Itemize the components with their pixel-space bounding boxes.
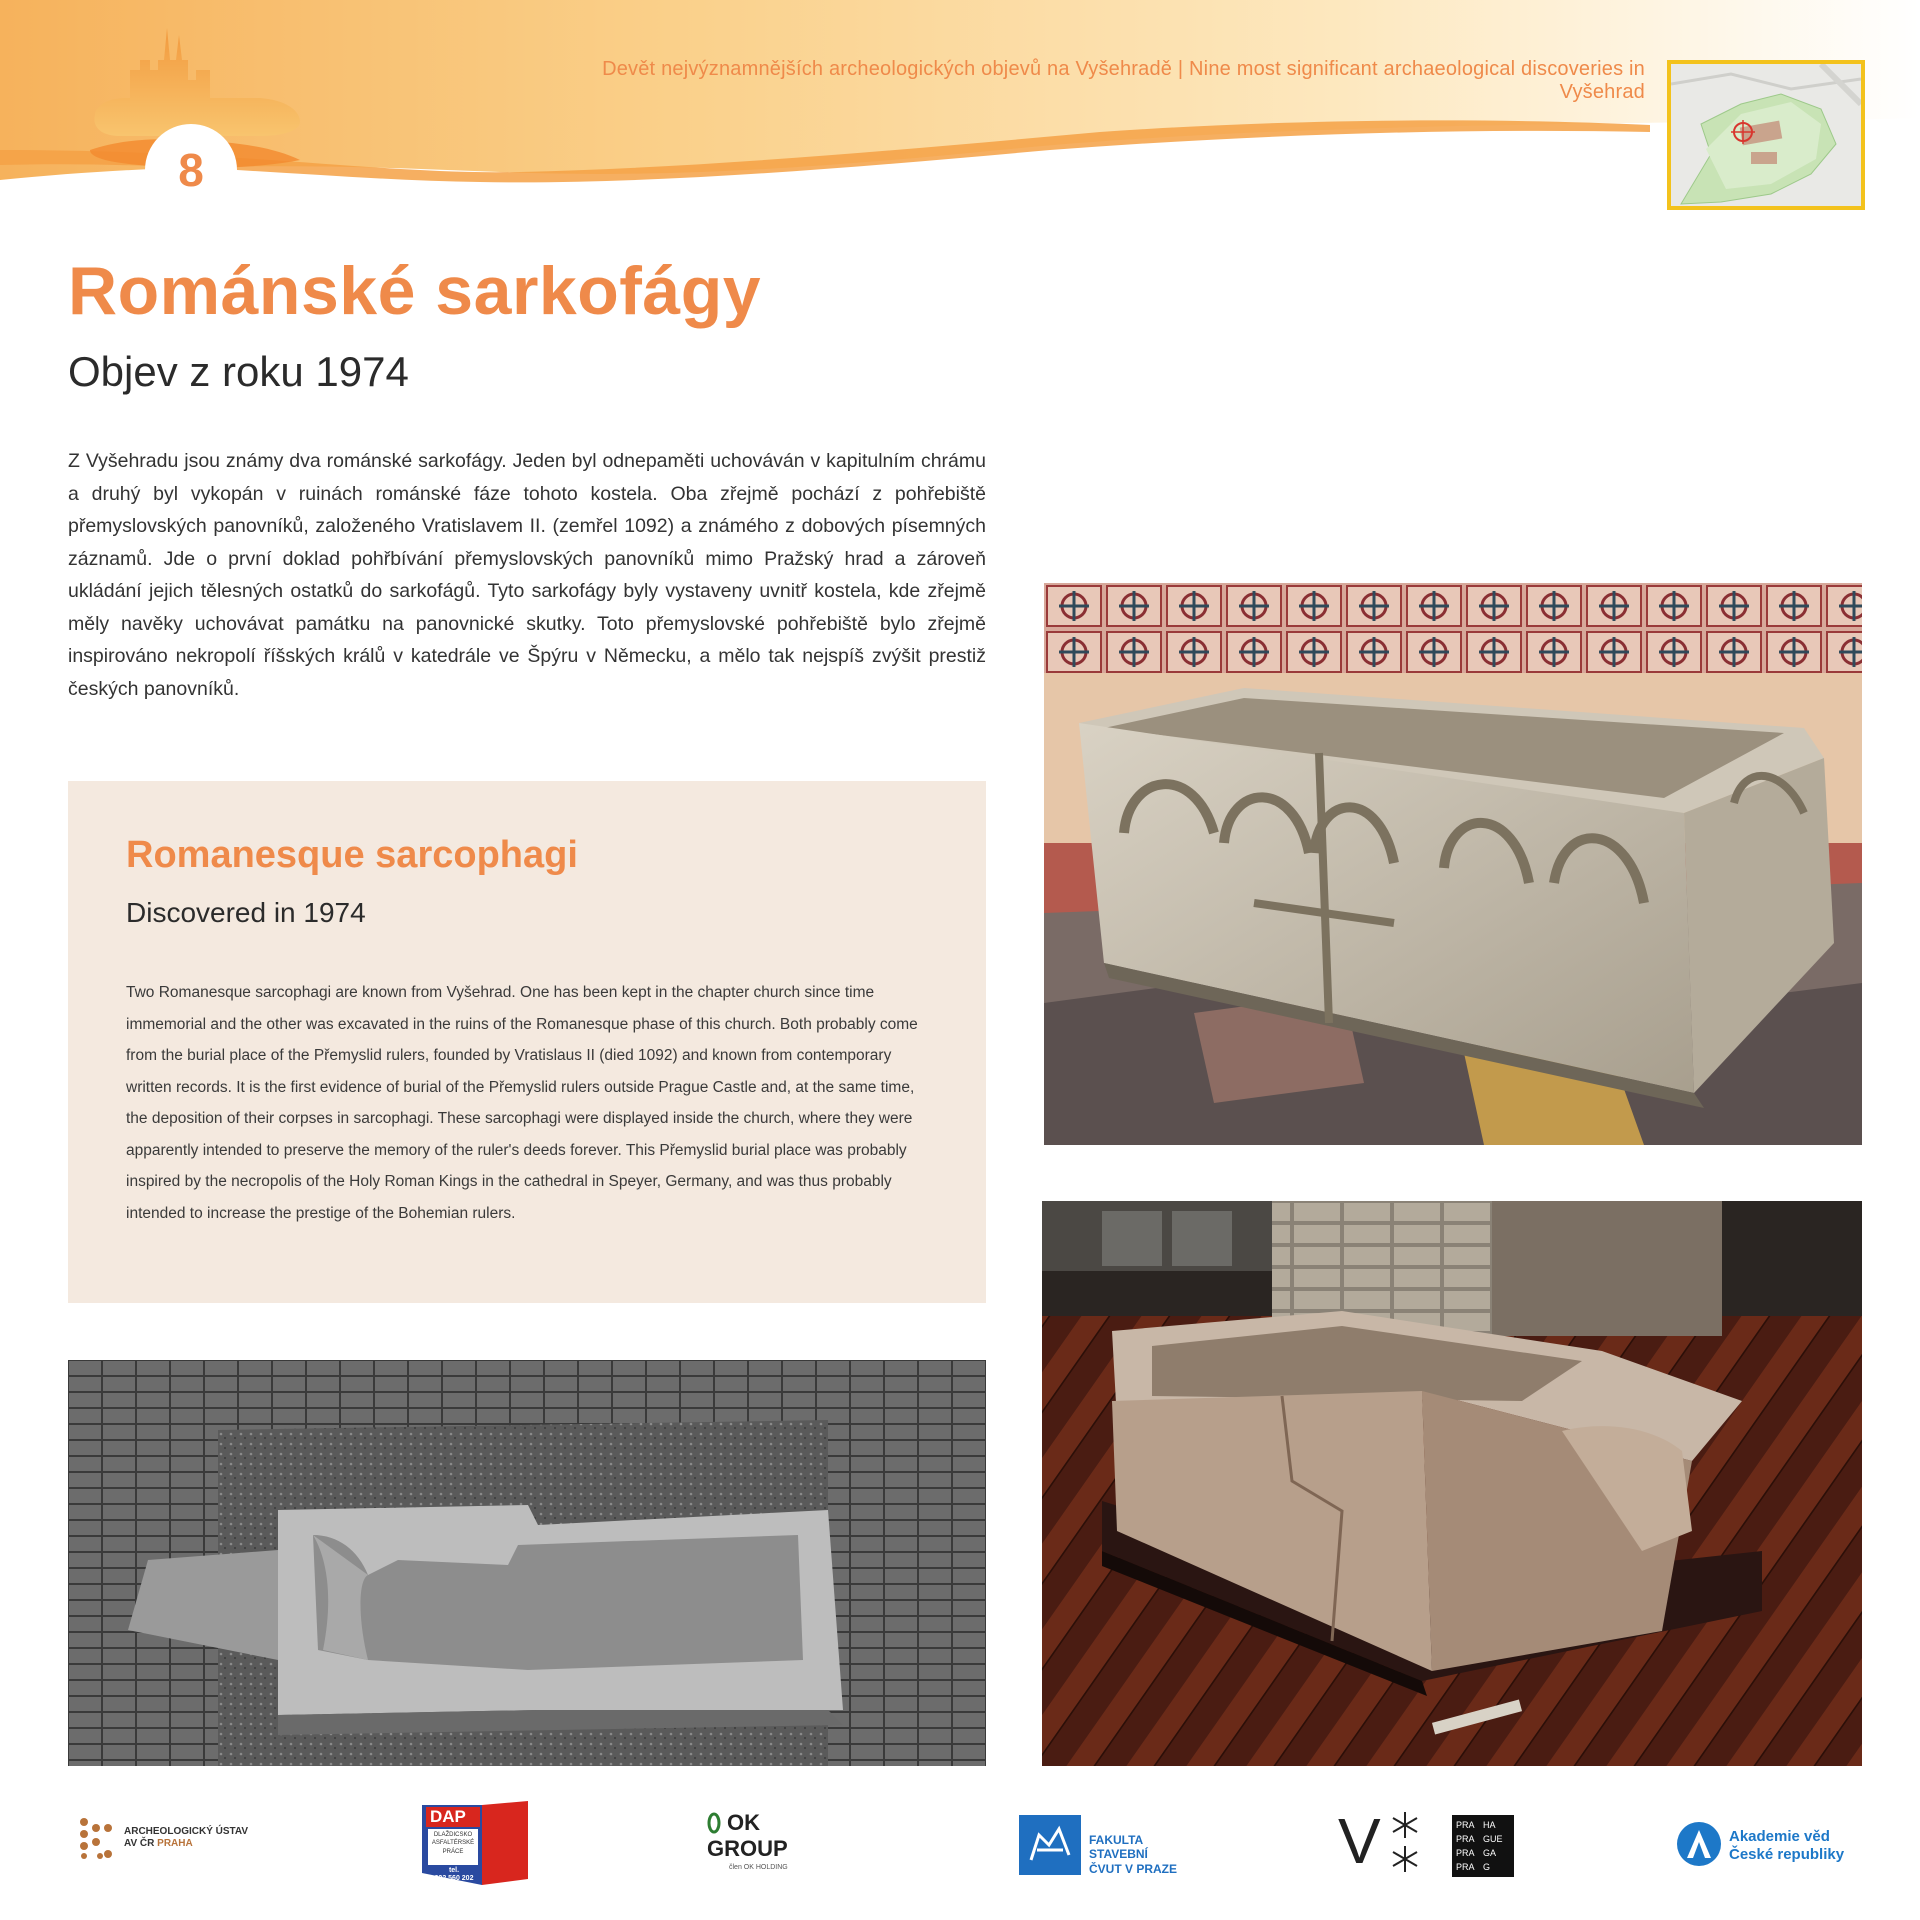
site-location-map	[1667, 60, 1865, 210]
logo-cvut-line2: STAVEBNÍ	[1089, 1847, 1148, 1862]
logo-praha-cell: PRA	[1456, 1820, 1475, 1830]
logo-praha	[1452, 1815, 1514, 1877]
page-title: Románské sarkofágy	[68, 253, 762, 329]
header-band	[0, 0, 1920, 210]
logo-vysehrad-v	[1338, 1805, 1424, 1878]
logo-praha-cell: PRA	[1456, 1834, 1475, 1844]
logo-praha-cell: PRA	[1456, 1848, 1475, 1858]
body-text-czech: Z Vyšehradu jsou známy dva románské sarkofágy. Jeden byl odnepaměti uchováván v kapitulním chrámu a druhý byl vykopán v ruinách románské fáze tohoto kostela. Oba zřejmě pochází z pohřebiště přemyslovských panovníků, založeného Vratislavem II. (zemřel 1092) a známého z dobových písemných záznamů. Jde o první doklad pohřbívání přemyslovských panovníků mimo Pražský hrad a zároveň ukládání jejich tělesných ostatků do sarkofágů. Tyto sarkofágy byly vystaveny uvnitř kostela, kde zřejmě měly navěky uchovávat památku na panovnické skutky. Toto přemyslovské pohřebiště bylo zřejmě inspirováno nekropolí říšských králů v katedrále ve Špýru v Německu, a mělo tak nejspíš zvýšit prestiž českých panovníků.	[68, 450, 986, 700]
logo-avcr-line2: České republiky	[1729, 1846, 1845, 1863]
logo-dap-sub2: ASFALTÉRSKÉ	[431, 1840, 475, 1847]
photo-displayed-sarcophagus	[1042, 1201, 1862, 1766]
logo-cvut-line3: ČVUT V PRAZE	[1089, 1861, 1178, 1876]
logo-praha-cell: PRA	[1456, 1862, 1475, 1872]
logo-arup-line1: ARCHEOLOGICKÝ ÚSTAV	[124, 1826, 249, 1837]
logo-cvut-fakulta-stavebni	[1019, 1815, 1199, 1875]
page-subtitle: Objev z roku 1974	[68, 348, 409, 395]
logo-praha-cell: G	[1483, 1862, 1491, 1872]
photo-excavation-archive	[68, 1360, 986, 1766]
logo-archeologicky-ustav	[78, 1816, 278, 1860]
logo-dap-name: DAP	[430, 1807, 466, 1826]
photo-carved-sarcophagus	[1044, 583, 1862, 1145]
logo-arup-line3: PRAHA	[157, 1838, 193, 1849]
logo-arup-line2: AV ČR	[124, 1838, 155, 1849]
logo-dap-phone: 222 560 202	[434, 1874, 474, 1882]
logo-ok-group	[707, 1810, 847, 1870]
logo-dap-sub3: PRÁCE	[442, 1848, 464, 1855]
header-series-title: Devět nejvýznamnějších archeologických objevů na Vyšehradě | Nine most significant archaeological discoveries in Vyšehrad	[602, 58, 1645, 103]
logo-ok-line2: GROUP	[707, 1836, 788, 1861]
logo-praha-cell: GA	[1483, 1848, 1497, 1858]
logo-v-letter: V	[1338, 1805, 1381, 1877]
logo-dap-phone-label: tel.	[448, 1867, 460, 1874]
number-badge: 8	[145, 124, 237, 216]
english-title: Romanesque sarcophagi	[126, 834, 578, 876]
logo-dap-sub1: DLAŽDICSKO	[433, 1832, 473, 1838]
logo-ok-line1: OK	[727, 1810, 760, 1835]
logo-dap	[420, 1799, 532, 1885]
logo-ok-line3: člen OK HOLDING	[729, 1864, 788, 1871]
logo-cvut-line1: FAKULTA	[1089, 1833, 1144, 1847]
logo-praha-cell: GUE	[1483, 1834, 1503, 1844]
logo-avcr-line1: Akademie věd	[1729, 1828, 1830, 1845]
logo-praha-cell: HA	[1483, 1820, 1496, 1830]
english-subtitle: Discovered in 1974	[126, 897, 366, 928]
logo-akademie-ved	[1675, 1820, 1865, 1872]
body-text-english: Two Romanesque sarcophagi are known from Vyšehrad. One has been kept in the chapter church since time immemorial and the other was excavated in the ruins of the Romanesque phase of this church. Both probably come from the burial place of the Přemyslid rulers, founded by Vratislaus II (died 1092) and known from contemporary written records. It is the first evidence of burial of the Přemyslid rulers outside Prague Castle and, at the same time, the deposition of their corpses in sarcophagi. These sarcophagi were displayed inside the church, where they were apparently intended to preserve the memory of the ruler's deeds forever. This Přemyslid burial place was probably inspired by the necropolis of the Holy Roman Kings in the cathedral in Speyer, Germany, and was thus probably intended to increase the prestige of the Bohemian rulers.	[126, 984, 918, 1222]
